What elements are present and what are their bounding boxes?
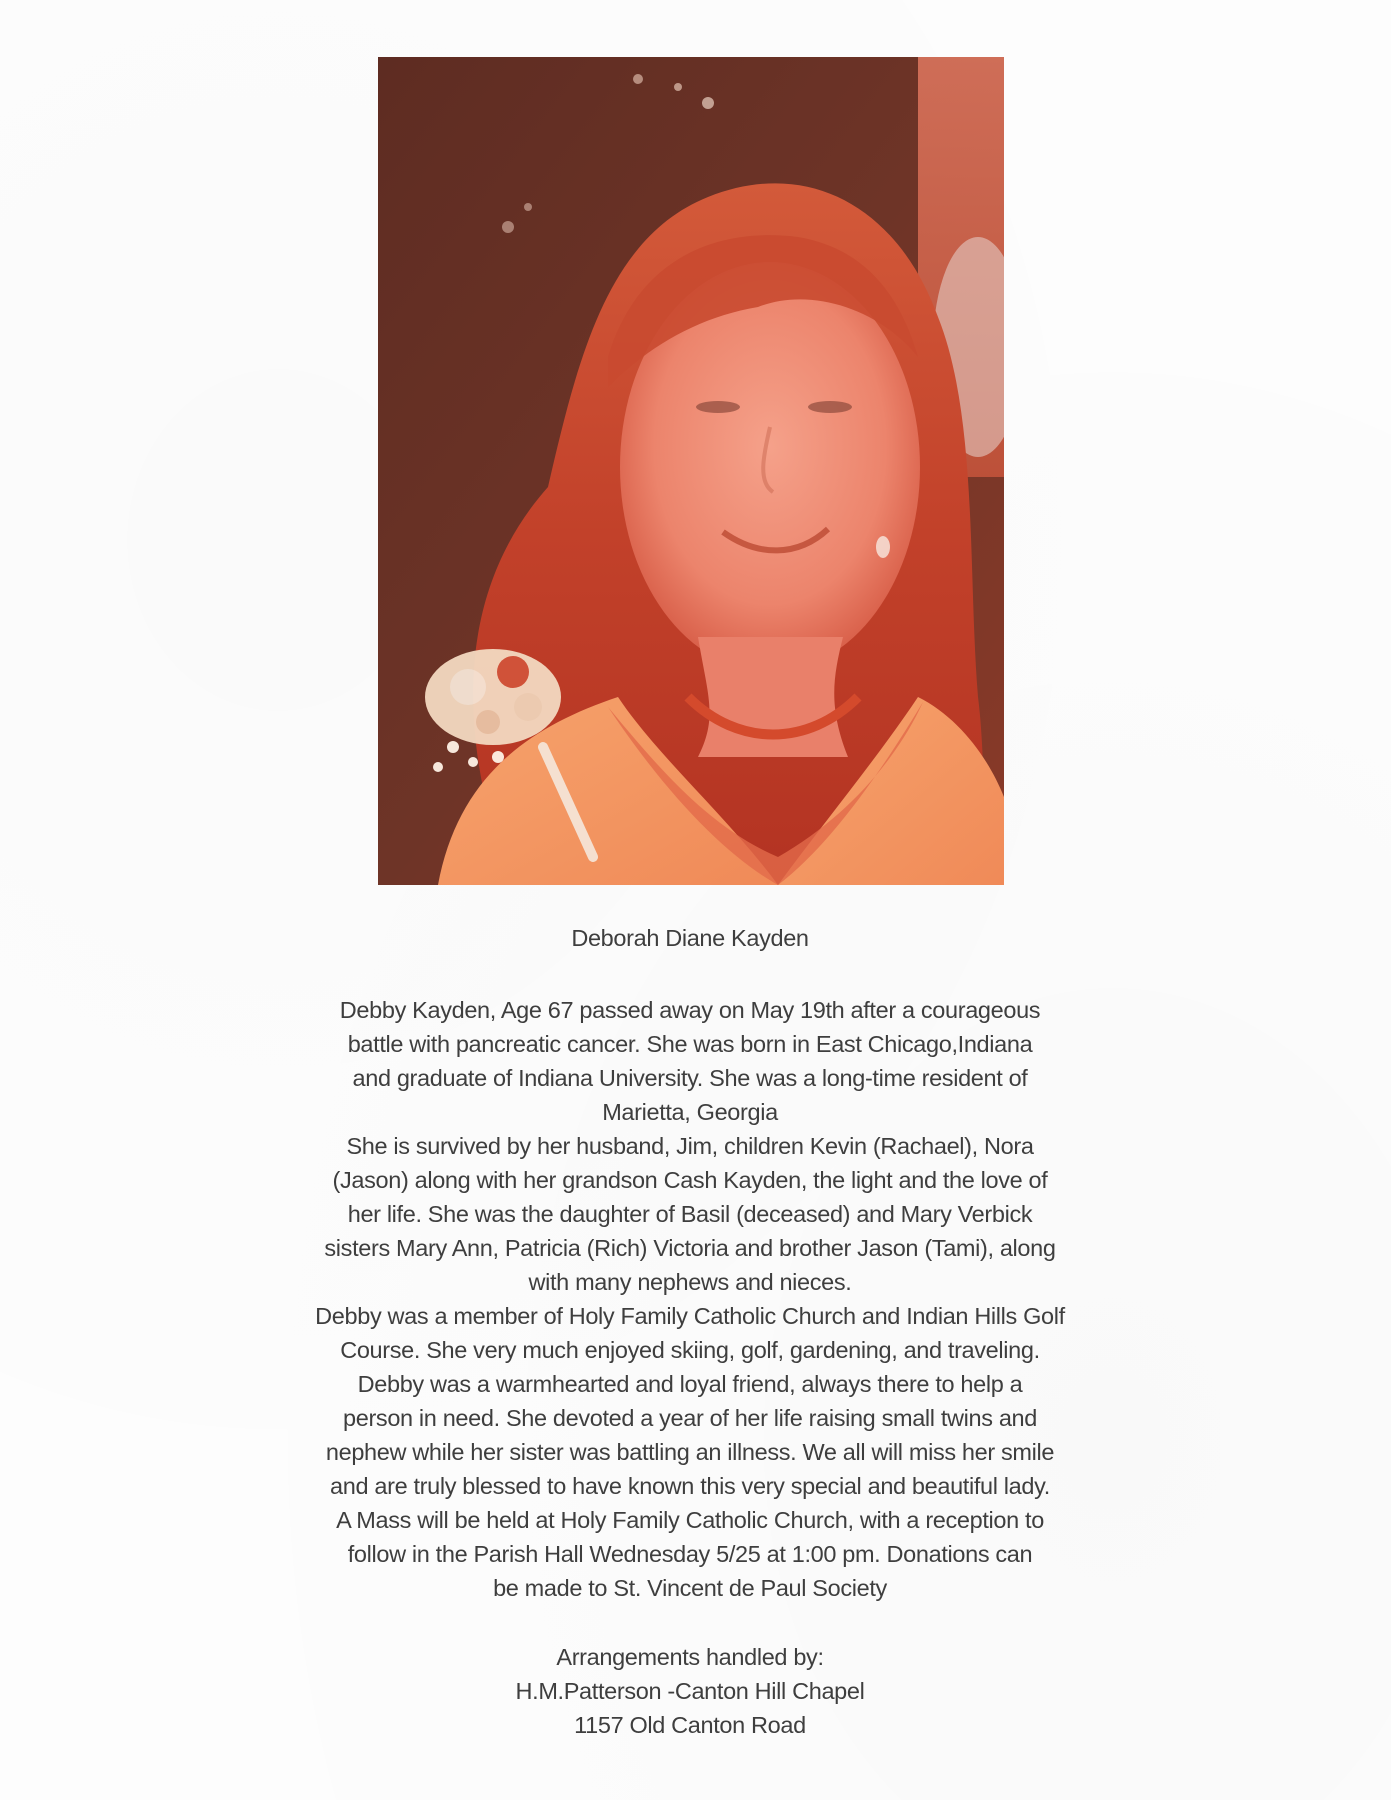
- body-line: follow in the Parish Hall Wednesday 5/25 at 1:00 pm. Donations can: [347, 1541, 1033, 1567]
- funeral-home-address: 1157 Old Canton Road: [574, 1712, 806, 1738]
- body-line: Debby Kayden, Age 67 passed away on May 19th after a courageous: [339, 997, 1041, 1023]
- body-line: nephew while her sister was battling an illness. We all will miss her smile: [325, 1439, 1055, 1465]
- body-line: be made to St. Vincent de Paul Society: [493, 1575, 887, 1601]
- obituary-body: [190, 993, 1190, 1605]
- body-line: sisters Mary Ann, Patricia (Rich) Victoria and brother Jason (Tami), along: [324, 1235, 1056, 1261]
- body-line: and are truly blessed to have known this very special and beautiful lady.: [330, 1473, 1050, 1499]
- body-line: Course. She very much enjoyed skiing, golf, gardening, and traveling.: [340, 1337, 1040, 1363]
- arrangements-block: [190, 1640, 1190, 1742]
- arrangements-label: Arrangements handled by:: [556, 1644, 824, 1670]
- body-line: (Jason) along with her grandson Cash Kayden, the light and the love of: [332, 1167, 1048, 1193]
- body-line: She is survived by her husband, Jim, children Kevin (Rachael), Nora: [346, 1133, 1034, 1159]
- body-line: battle with pancreatic cancer. She was born in East Chicago,Indiana: [347, 1031, 1033, 1057]
- funeral-home-name: H.M.Patterson -Canton Hill Chapel: [515, 1678, 865, 1704]
- body-line: A Mass will be held at Holy Family Catholic Church, with a reception to: [336, 1507, 1044, 1533]
- body-line: with many nephews and nieces.: [528, 1269, 852, 1295]
- portrait-photo: [378, 57, 1004, 885]
- body-line: Debby was a warmhearted and loyal friend, always there to help a: [357, 1371, 1023, 1397]
- body-line: Marietta, Georgia: [602, 1099, 778, 1125]
- deceased-name: Deborah Diane Kayden: [571, 925, 809, 951]
- portrait-image: [378, 57, 1004, 885]
- body-line: and graduate of Indiana University. She was a long-time resident of: [352, 1065, 1028, 1091]
- body-line: Debby was a member of Holy Family Catholic Church and Indian Hills Golf: [315, 1303, 1065, 1329]
- body-line: her life. She was the daughter of Basil (deceased) and Mary Verbick: [347, 1201, 1033, 1227]
- body-line: person in need. She devoted a year of her life raising small twins and: [343, 1405, 1037, 1431]
